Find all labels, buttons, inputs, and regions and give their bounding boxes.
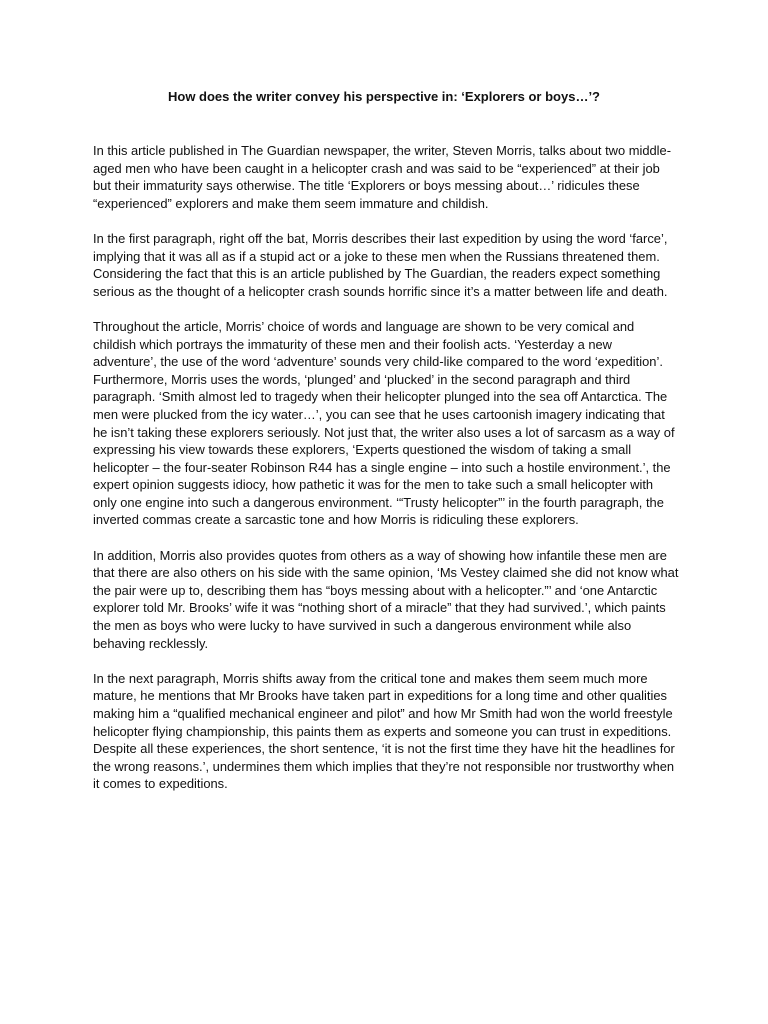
paragraph-intro: In this article published in The Guardian newspaper, the writer, Steven Morris, talks about two middle-aged men who have been caught in a helicopter crash and was said to be “experienced” at their job but their immaturity says otherwise. The title ‘Explorers or boys messing about…’ ridicules these “experienced” explorers and make them seem immature and childish. xyxy=(93,143,671,211)
paragraph-next: In the next paragraph, Morris shifts away from the critical tone and makes them seem much more mature, he mentions that Mr Brooks have taken part in expeditions for a long time and other qualities making him a “qualified mechanical engineer and pilot” and how Mr Smith had won the world freestyle helicopter flying championship, this paints them as experts and someone you can trust in expeditions. Despite all these experiences, the short sentence, ‘it is not the first time they have hit the headlines for the wrong reasons.’, undermines them which implies that they’re not responsible nor trustworthy when it comes to expeditions. xyxy=(93,670,675,792)
paragraph-first: In the first paragraph, right off the bat, Morris describes their last expedition by using the word ‘farce’, implying that it was all as if a stupid act or a joke to these men when the Russians threatened them. Considering the fact that this is an article published by The Guardian, the readers expect something serious as the thought of a helicopter crash sounds horrific since it’s a matter between life and death. xyxy=(93,230,668,299)
essay-title: How does the writer convey his perspective in: ‘Explorers or boys…’? xyxy=(167,89,600,104)
paragraph-language: Throughout the article, Morris’ choice of words and language are shown to be very comical and childish which portrays the immaturity of these men and their foolish acts. ‘Yesterday a new adventure’, the use of the word ‘adventure’ sounds very child-like compared to the word ‘expedition’. Furthermore, Morris uses the words, ‘plunged’ and ‘plucked’ in the second paragraph and third paragraph. ‘Smith almost led to tragedy when their helicopter plunged into the sea off Antarctica. The men were plucked from the icy water…’, you can see that he uses cartoonish imagery indicating that he isn’t taking these explorers seriously. Not just that, the writer also uses a lot of sarcasm as a way of expressing his view towards these explorers, ‘Experts questioned the wisdom of taking a small helicopter – the four-seater Robinson R44 has a single engine – into such a hostile environment.’, the expert opinion suggests idiocy, how pathetic it was for the men to take such a small helicopter with only one engine into such a dangerous environment. ‘“Trusty helicopter”’ in the fourth paragraph, the inverted commas create a sarcastic tone and how Morris is ridiculing these explorers. xyxy=(93,318,675,528)
essay-body xyxy=(93,142,679,811)
paragraph-quotes: In addition, Morris also provides quotes from others as a way of showing how infantile these men are that there are also others on his side with the same opinion, ‘Ms Vestey claimed she did not know what the pair were up to, describing them has “boys messing about with a helicopter.”’ and ‘one Antarctic explorer told Mr. Brooks’ wife it was “nothing short of a miracle” that they had survived.’, which paints the men as boys who were lucky to have survived in such a dangerous environment while also behaving recklessly. xyxy=(93,547,679,651)
